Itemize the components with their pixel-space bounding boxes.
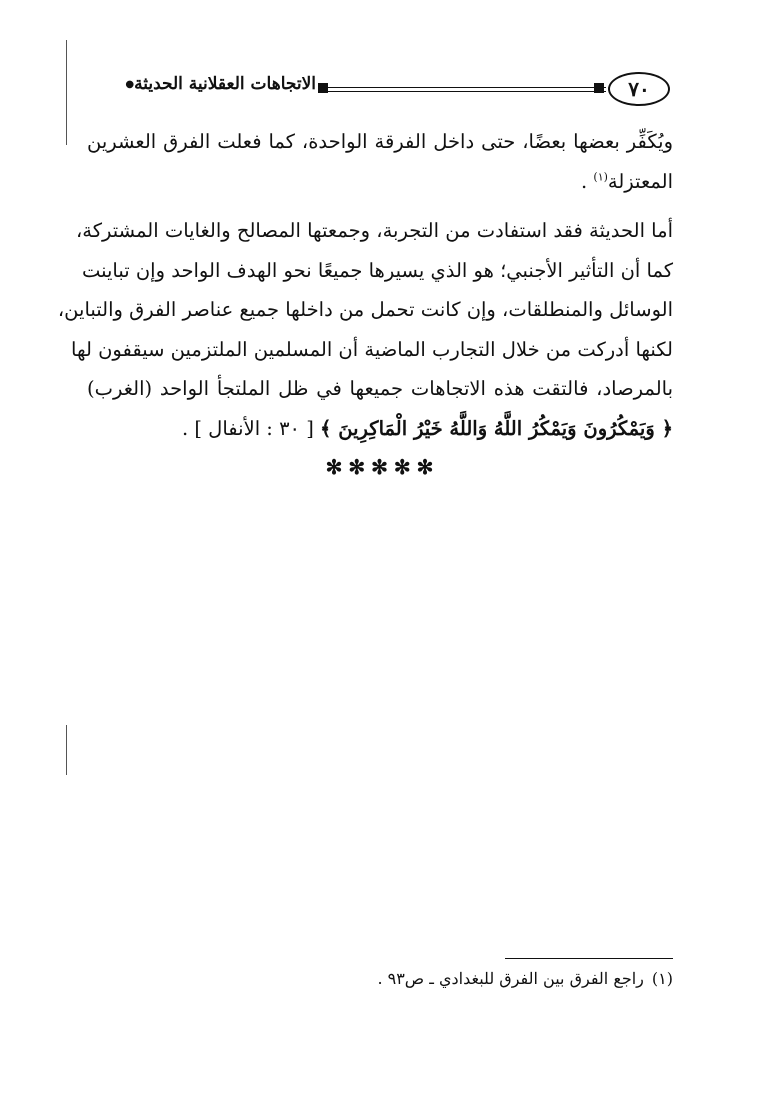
page-number: ٧٠ bbox=[608, 72, 670, 106]
footnote-number: (١) bbox=[651, 969, 673, 988]
paragraph-1 bbox=[87, 122, 673, 201]
footnote-rule bbox=[505, 958, 673, 959]
running-title-text: الاتجاهات العقلانية الحديثة bbox=[134, 74, 316, 94]
text-line: بالمرصاد، فالتقت هذه الاتجاهات جميعها في ظل الملتجأ الواحد (الغرب) bbox=[87, 377, 673, 400]
header-rule-square bbox=[318, 83, 328, 93]
text-line: كما أن التأثير الأجنبي؛ هو الذي يسيرها جميعًا نحو الهدف الواحد وإن تباينت bbox=[81, 258, 673, 282]
text-line: الوسائل والمنطلقات، وإن كانت تحمل من داخلها جميع عناصر الفرق والتباين، bbox=[57, 298, 673, 321]
text-line: لكنها أدركت من خلال التجارب الماضية أن المسلمين الملتزمين سيقفون لها bbox=[71, 337, 673, 361]
footnote-text: راجع الفرق بين الفرق للبغدادي ـ ص٩٣ . bbox=[377, 969, 644, 988]
text-line: أما الحديثة فقد استفادت من التجربة، وجمعتها المصالح والغايات المشتركة، bbox=[75, 219, 673, 242]
text-line bbox=[87, 162, 673, 202]
running-header bbox=[96, 70, 670, 110]
scan-artifact-line bbox=[66, 40, 67, 145]
section-separator: ✻✻✻✻✻ bbox=[325, 455, 440, 479]
text-line-content: المعتزلة bbox=[607, 169, 673, 193]
quran-verse: ﴿ وَيَمْكُرُونَ وَيَمْكُرُ اللَّهُ وَاللَّهُ خَيْرُ الْمَاكِرِينَ ﴾ bbox=[320, 416, 673, 440]
paragraph-2 bbox=[57, 211, 673, 448]
footnote bbox=[87, 965, 673, 993]
header-double-rule bbox=[328, 87, 606, 88]
text-line: ويُكَفِّر بعضها بعضًا، حتى داخل الفرقة الواحدة، كما فعلت الفرق العشرين bbox=[87, 130, 673, 153]
footnote-reference: (١) bbox=[593, 170, 608, 183]
quran-line bbox=[87, 409, 673, 449]
running-title bbox=[96, 74, 316, 94]
scan-artifact-line bbox=[66, 725, 67, 775]
quran-reference: [ ٣٠ : الأنفال ] bbox=[194, 416, 314, 440]
bullet-icon: ● bbox=[125, 79, 135, 90]
end-mark: . bbox=[181, 416, 195, 440]
end-mark: . bbox=[580, 169, 594, 193]
